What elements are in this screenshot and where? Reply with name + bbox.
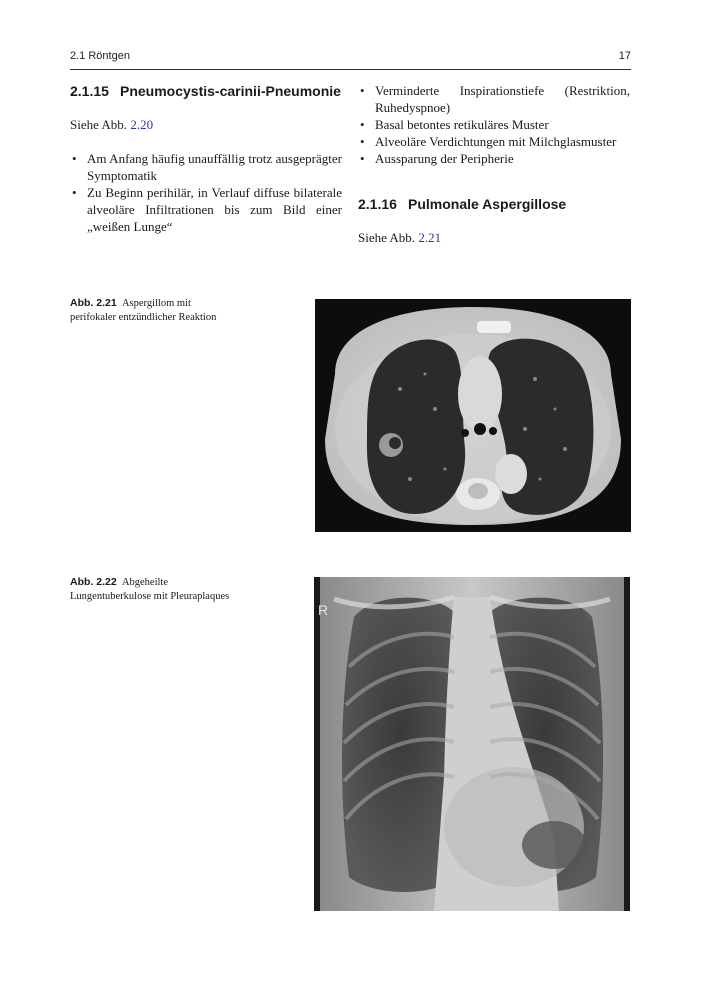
header-section: 2.1 Röntgen bbox=[70, 50, 130, 62]
right-column bbox=[358, 82, 630, 246]
section-title: Pulmonale Aspergillose bbox=[408, 196, 567, 212]
figure-caption-2-21: Abb. 2.21 Aspergillom mit perifokaler entzündlicher Reaktion bbox=[70, 297, 217, 323]
list-item: • Alveoläre Verdichtungen mit Milchglasmuster bbox=[360, 134, 617, 149]
figure-link-2-20[interactable]: 2.20 bbox=[130, 117, 154, 132]
list-item: • Verminderte Inspirationstiefe (Restriktion, Ruhedyspnoe) bbox=[360, 83, 630, 115]
header-rule bbox=[70, 69, 631, 70]
list-item: • Am Anfang häufig unauffällig trotz ausgeprägter Symptomatik bbox=[72, 151, 342, 183]
section-heading-2-1-15 bbox=[70, 82, 342, 100]
ct-scan-image bbox=[315, 299, 631, 532]
list-item: • Basal betontes retikuläres Muster bbox=[360, 117, 549, 132]
xray-side-marker: R bbox=[318, 602, 329, 618]
chest-xray-image bbox=[314, 577, 630, 911]
left-column bbox=[70, 82, 342, 235]
list-item: • Aussparung der Peripherie bbox=[360, 151, 514, 166]
section-number: 2.1.15 bbox=[70, 83, 109, 99]
section-number: 2.1.16 bbox=[358, 196, 397, 212]
section-title: Pneumocystis-carinii-Pneumonie bbox=[120, 83, 341, 99]
figure-link-2-21[interactable]: 2.21 bbox=[418, 230, 442, 245]
see-figure-line: Siehe Abb. 2.21 bbox=[358, 230, 442, 245]
list-item: • Zu Beginn perihilär, in Verlauf diffuse bilaterale alveoläre Infiltrationen bis zum Bild einer „weißen Lunge“ bbox=[72, 185, 342, 234]
figure-caption-2-22: Abb. 2.22 Abgeheilte Lungentuberkulose mit Pleuraplaques bbox=[70, 576, 230, 602]
bullet-list-left bbox=[70, 150, 342, 235]
running-header bbox=[70, 50, 631, 70]
see-figure-line: Siehe Abb. 2.20 bbox=[70, 117, 154, 132]
bullet-list-right bbox=[358, 82, 630, 167]
section-heading-2-1-16 bbox=[358, 195, 630, 213]
page-number: 17 bbox=[618, 50, 631, 62]
